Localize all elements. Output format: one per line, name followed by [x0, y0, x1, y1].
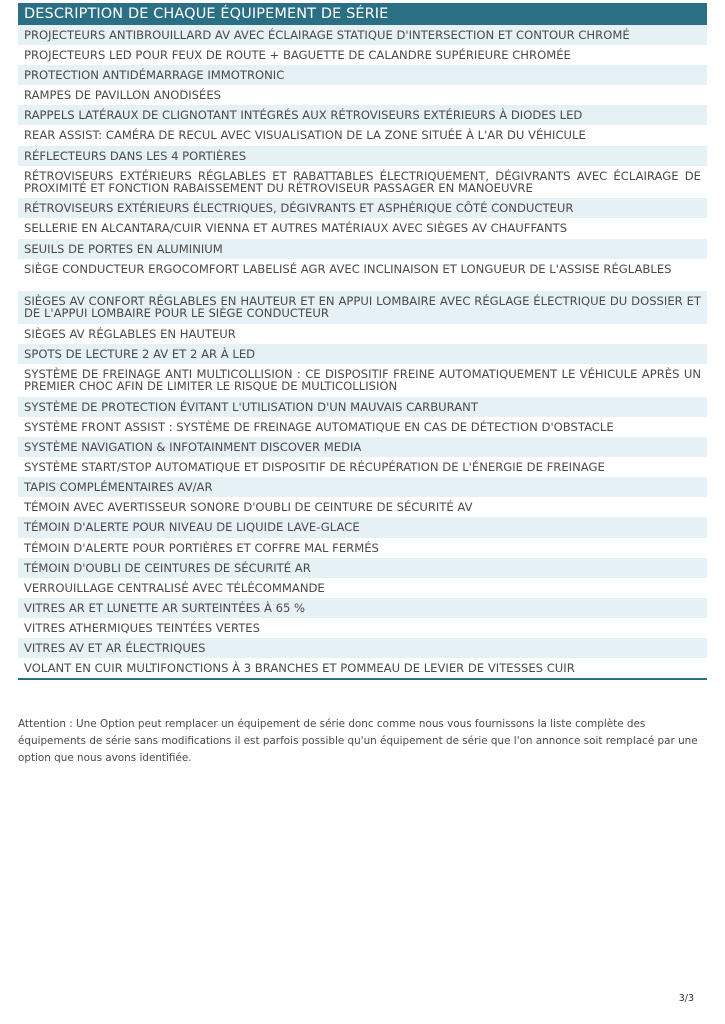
table-row: TÉMOIN D'OUBLI DE CEINTURES DE SÉCURITÉ AR	[18, 558, 707, 578]
table-row: RÉFLECTEURS DANS LES 4 PORTIÈRES	[18, 146, 707, 166]
table-row: VERROUILLAGE CENTRALISÉ AVEC TÉLÉCOMMANDE	[24, 580, 325, 595]
table-row: RÉTROVISEURS EXTÉRIEURS RÉGLABLES ET RABATTABLES ÉLECTRIQUEMENT, DÉGIVRANTS AVEC ÉCLAIRAGE DE PROXIMITÉ ET FONCTION RABAISSEMENT DU RÉTROVISEUR PASSAGER EN MANOEUVRE	[24, 168, 701, 195]
table-row: PROJECTEURS ANTIBROUILLARD AV AVEC ÉCLAIRAGE STATIQUE D'INTERSECTION ET CONTOUR CHROMÉ	[18, 25, 707, 45]
table-row: SYSTÈME START/STOP AUTOMATIQUE ET DISPOSITIF DE RÉCUPÉRATION DE L'ÉNERGIE DE FREINAGE	[24, 460, 605, 475]
table-row: SIÈGES AV RÉGLABLES EN HAUTEUR	[24, 327, 236, 341]
table-row: SYSTÈME NAVIGATION & INFOTAINMENT DISCOVER MEDIA	[18, 437, 707, 457]
equipment-table	[18, 3, 707, 680]
table-row: RÉTROVISEURS EXTÉRIEURS ÉLECTRIQUES, DÉGIVRANTS ET ASPHÉRIQUE CÔTÉ CONDUCTEUR	[18, 198, 707, 218]
table-row: SEUILS DE PORTES EN ALUMINIUM	[18, 239, 707, 259]
table-row: TAPIS COMPLÉMENTAIRES AV/AR	[18, 477, 707, 497]
table-row: SYSTÈME DE PROTECTION ÉVITANT L'UTILISATION D'UN MAUVAIS CARBURANT	[18, 397, 707, 417]
table-row: REAR ASSIST: CAMÉRA DE RECUL AVEC VISUALISATION DE LA ZONE SITUÉE À L'AR DU VÉHICULE	[24, 128, 586, 143]
page-number: 3/3	[678, 993, 694, 1004]
table-row: SPOTS DE LECTURE 2 AV ET 2 AR À LED	[18, 344, 707, 364]
table-row: TÉMOIN D'ALERTE POUR NIVEAU DE LIQUIDE LAVE-GLACE	[18, 517, 707, 537]
table-row: SYSTÈME DE FREINAGE ANTI MULTICOLLISION : CE DISPOSITIF FREINE AUTOMATIQUEMENT LE VÉHICULE APRÈS UN PREMIER CHOC AFIN DE LIMITER LE RISQUE DE MULTICOLLISION	[24, 367, 701, 394]
table-row: PROJECTEURS LED POUR FEUX DE ROUTE + BAGUETTE DE CALANDRE SUPÉRIEURE CHROMÉE	[24, 48, 571, 63]
table-row: VITRES ATHERMIQUES TEINTÉES VERTES	[24, 620, 260, 635]
table-row: SELLERIE EN ALCANTARA/CUIR VIENNA ET AUTRES MATÉRIAUX AVEC SIÈGES AV CHAUFFANTS	[24, 221, 568, 236]
table-row: TÉMOIN D'ALERTE POUR PORTIÈRES ET COFFRE MAL FERMÉS	[24, 540, 379, 555]
table-header: DESCRIPTION DE CHAQUE ÉQUIPEMENT DE SÉRIE	[18, 3, 707, 25]
disclaimer-note: Attention : Une Option peut remplacer un équipement de série donc comme nous vous fournissons la liste complète des équipements de série sans modifications il est parfois possible qu'un équipement de série que l'on annonce soit remplacé par une option que nous avons identifiée.	[18, 718, 698, 764]
table-row: SIÈGES AV CONFORT RÉGLABLES EN HAUTEUR ET EN APPUI LOMBAIRE AVEC RÉGLAGE ÉLECTRIQUE DU DOSSIER ET DE L'APPUI LOMBAIRE POUR LE SIÈGE CONDUCTEUR	[18, 291, 707, 324]
table-row: VITRES AV ET AR ÉLECTRIQUES	[18, 638, 707, 658]
table-rows	[18, 25, 707, 680]
table-row: PROTECTION ANTIDÉMARRAGE IMMOTRONIC	[18, 65, 707, 85]
table-row: SYSTÈME FRONT ASSIST : SYSTÈME DE FREINAGE AUTOMATIQUE EN CAS DE DÉTECTION D'OBSTACLE	[24, 419, 614, 434]
table-row: VOLANT EN CUIR MULTIFONCTIONS À 3 BRANCHES ET POMMEAU DE LEVIER DE VITESSES CUIR	[24, 661, 575, 676]
table-row: RAMPES DE PAVILLON ANODISÉES	[24, 88, 222, 103]
table-row: RAPPELS LATÉRAUX DE CLIGNOTANT INTÉGRÉS AUX RÉTROVISEURS EXTÉRIEURS À DIODES LED	[18, 105, 707, 125]
table-row: VITRES AR ET LUNETTE AR SURTEINTÉES À 65 %	[18, 598, 707, 618]
table-row: SIÈGE CONDUCTEUR ERGOCOMFORT LABELISÉ AGR AVEC INCLINAISON ET LONGUEUR DE L'ASSISE RÉGLABLES	[24, 261, 672, 276]
table-row: TÉMOIN AVEC AVERTISSEUR SONORE D'OUBLI DE CEINTURE DE SÉCURITÉ AV	[24, 500, 473, 515]
